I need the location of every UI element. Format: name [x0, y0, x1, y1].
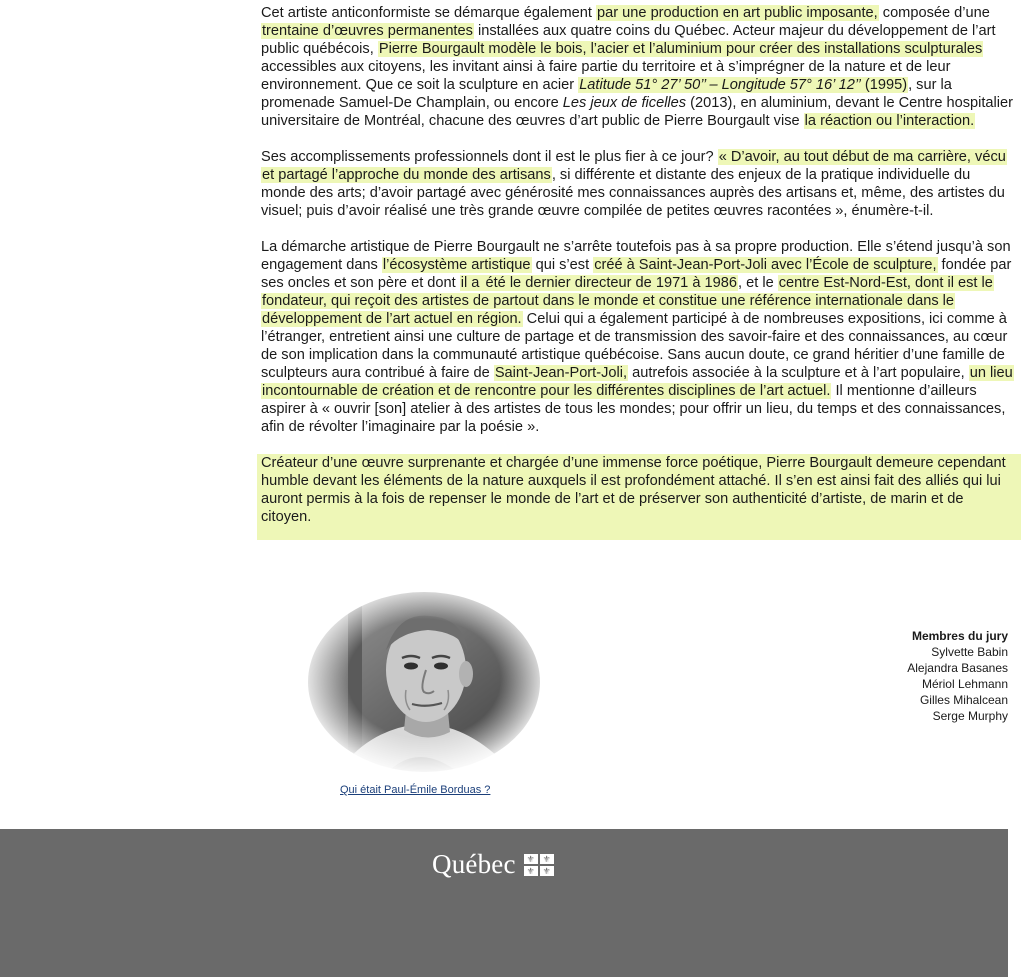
footer	[0, 829, 1008, 977]
highlight: trentaine d’œuvres permanentes	[262, 23, 473, 39]
artwork-title: Les jeux de ficelles	[562, 95, 687, 111]
highlight: créé à Saint-Jean-Port-Joli avec l’École de sculpture,	[594, 257, 937, 273]
logo-text: Québec	[432, 849, 516, 879]
text: autrefois associée à la sculpture et à l’art populaire,	[628, 365, 969, 381]
paragraph-4: Créateur d’une œuvre surprenante et chargée d’une immense force poétique, Pierre Bourgault demeure cependant humble devant les éléments de la nature auxquels il est profondément attaché. Il s’en est ainsi fait des alliés qui lui auront permis à la fois de repenser le monde de l’art et de préserver son authenticité d’artiste, de marin et de citoyen.	[261, 455, 1006, 525]
text: Celui qui a également participé à de nombreuses expositions, ici comme à l’étranger, entretient ainsi une culture de partage et de transmission des savoir-faire et des connaissances, au cœur de son implication dans la communauté artistique québécoise. Sans aucun doute, ce grand héritier d’une famille de sculpteurs aura contribué à faire de	[261, 311, 1008, 381]
text: , si différente et distante des enjeux de la pratique individuelle du monde des arts; d’avoir partagé avec générosité mes connaissances auprès des artisans et, même, des artistes du visuel; puis d’avoir réalisé une très grande œuvre compilée de petites œuvres racontées », énumère-t-il.	[261, 167, 1005, 219]
text: La démarche artistique de Pierre Bourgault ne s’arrête toutefois pas à sa propre production. Elle s’étend jusqu’à son engagement dans	[261, 239, 1011, 273]
paragraph-4-highlighted	[257, 454, 1021, 540]
text: composée d’une	[878, 5, 990, 21]
text: , et le	[738, 275, 778, 291]
highlight: Pierre Bourgault modèle le bois, l’acier et l’aluminium pour créer des installations sculpturales	[378, 41, 983, 57]
text: installées aux quatre coins du Québec. Acteur majeur du développement de l’art public québécois,	[261, 23, 996, 57]
jury-members	[907, 628, 1008, 724]
paragraph-1	[261, 4, 1013, 130]
fleur-de-lys-flag-icon: ⚜ ⚜ ⚜ ⚜	[524, 854, 554, 876]
highlight: centre Est-Nord-Est, dont il est le fondateur, qui reçoit des artistes de partout dans le monde et constitue une référence internationale dans le développement de l’art actuel en région.	[262, 275, 993, 327]
highlight: « D’avoir, au tout début de ma carrière, vécu et partagé l’approche du monde des artisans	[262, 149, 1006, 183]
text: , sur la promenade Samuel-De Champlain, ou encore	[261, 77, 952, 111]
artwork-year: (1995)	[860, 77, 908, 93]
portrait-image	[308, 592, 540, 772]
borduas-link[interactable]: Qui était Paul-Émile Borduas ?	[340, 784, 491, 796]
jury-title: Membres du jury	[911, 629, 1008, 643]
highlight: la réaction ou l’interaction.	[804, 113, 975, 129]
text: fondée par ses oncles et son père et dont	[261, 257, 1012, 291]
artwork-title: Latitude 51° 27’ 50’’ – Longitude 57° 16’ 12’’	[579, 77, 861, 93]
article-body	[261, 4, 1013, 540]
highlight: il a	[460, 275, 480, 291]
portrait-photo	[308, 592, 540, 772]
paragraph-2	[261, 148, 1013, 220]
highlight: l’écosystème artistique	[382, 257, 531, 273]
highlight: un lieu incontournable de création et de rencontre pour les différentes disciplines de l’art actuel.	[262, 365, 1013, 399]
jury-member: Mériol Lehmann	[921, 677, 1008, 691]
jury-member: Alejandra Basanes	[907, 661, 1008, 675]
text: Cet artiste anticonformiste se démarque également	[261, 5, 597, 21]
jury-member: Gilles Mihalcean	[919, 693, 1008, 707]
quebec-logo[interactable]	[432, 849, 554, 880]
highlight: par une production en art public imposante,	[597, 5, 878, 21]
text: (2013), en aluminium, devant le Centre hospitalier universitaire de Montréal, chacune des œuvres d’art public de Pierre Bourgault vise	[261, 95, 1014, 129]
text: qui s’est	[531, 257, 594, 273]
text: Ses accomplissements professionnels dont il est le plus fier à ce jour?	[261, 149, 718, 165]
highlight	[578, 77, 908, 93]
jury-member: Sylvette Babin	[931, 645, 1008, 659]
highlight: Saint-Jean-Port-Joli,	[494, 365, 628, 381]
jury-member: Serge Murphy	[932, 709, 1008, 723]
text: accessibles aux citoyens, les invitant ainsi à faire partie du territoire et à s’imprégner de la nature et de leur environnement. Que ce soit la sculpture en acier	[261, 59, 951, 93]
text: Il mentionne d’ailleurs aspirer à « ouvrir [son] atelier à des artistes de tous les mondes; pour offrir un lieu, du temps et des connaissances, afin de révolter l’imaginaire par la poésie ».	[261, 383, 1006, 435]
paragraph-3	[261, 238, 1013, 436]
highlight: été le dernier directeur de 1971 à 1986	[481, 275, 737, 291]
